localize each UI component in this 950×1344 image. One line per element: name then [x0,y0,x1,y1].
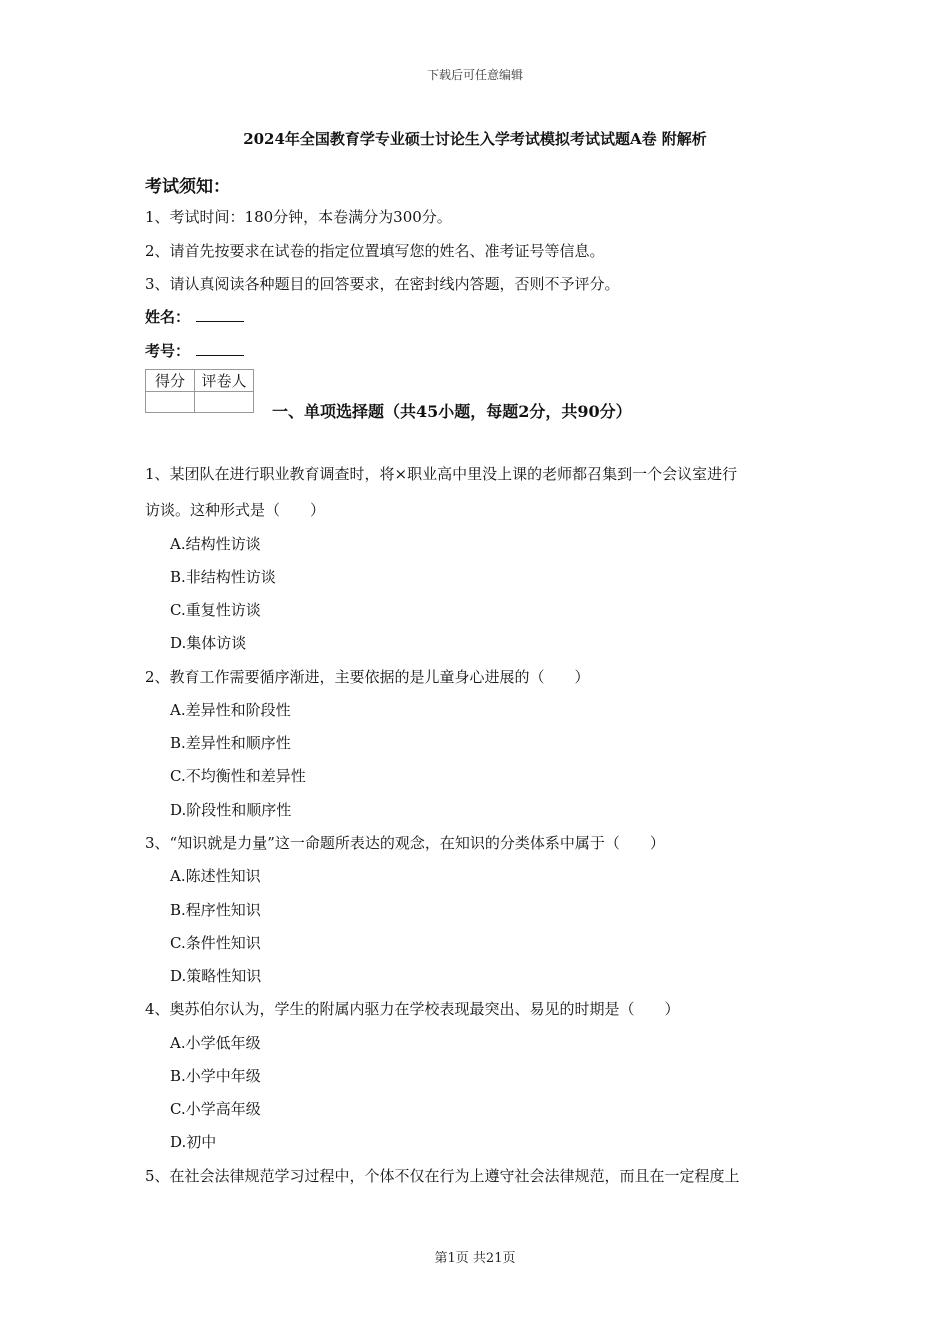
question-5-text: 5、在社会法律规范学习过程中，个体不仅在行为上遵守社会法律规范，而且在一定程度上 [145,1167,740,1185]
notice-item: 3、请认真阅读各种题目的回答要求，在密封线内答题，否则不予评分。 [145,275,620,293]
question-3-text: 3、“知识就是力量”这一命题所表达的观念，在知识的分类体系中属于（ ） [145,834,665,852]
option-3a[interactable]: A.陈述性知识 [170,867,261,885]
notice-item: 1、考试时间：180分钟，本卷满分为300分。 [145,208,452,226]
name-blank[interactable] [196,307,244,322]
header-note: 下载后可任意编辑 [426,68,523,82]
option-3d[interactable]: D.策略性知识 [170,967,262,985]
option-4c[interactable]: C.小学高年级 [170,1100,261,1118]
option-1a[interactable]: A.结构性访谈 [170,535,261,553]
document-title: 2024年全国教育学专业硕士讨论生入学考试模拟考试试题A卷 附解析 [243,130,707,148]
question-4-text: 4、奥苏伯尔认为，学生的附属内驱力在学校表现最突出、易见的时期是（ ） [145,1000,680,1018]
name-field[interactable] [145,306,244,328]
score-cell[interactable] [146,392,195,413]
notice-heading: 考试须知： [145,177,230,197]
option-1d[interactable]: D.集体访谈 [170,634,247,652]
grader-header: 评卷人 [195,370,254,392]
id-blank[interactable] [196,341,244,356]
option-3c[interactable]: C.条件性知识 [170,934,261,952]
grader-cell[interactable] [195,392,254,413]
question-2-text: 2、教育工作需要循序渐进，主要依据的是儿童身心进展的（ ） [145,668,590,686]
question-1-text: 1、某团队在进行职业教育调查时，将×职业高中里没上课的老师都召集到一个会议室进行 [145,465,738,483]
option-4a[interactable]: A.小学低年级 [170,1034,261,1052]
id-label: 考号： [145,342,191,360]
option-1b[interactable]: B.非结构性访谈 [170,568,276,586]
page-footer: 第1页 共21页 [434,1251,516,1266]
option-2c[interactable]: C.不均衡性和差异性 [170,767,306,785]
id-field[interactable] [145,340,244,362]
option-2b[interactable]: B.差异性和顺序性 [170,734,291,752]
score-header: 得分 [146,370,195,392]
section-heading: 一、单项选择题（共45小题，每题2分，共90分） [272,402,632,421]
option-3b[interactable]: B.程序性知识 [170,901,261,919]
option-2a[interactable]: A.差异性和阶段性 [170,701,291,719]
option-2d[interactable]: D.阶段性和顺序性 [170,801,292,819]
question-1-text-cont: 访谈。这种形式是（ ） [145,501,326,519]
option-4d[interactable]: D.初中 [170,1133,217,1151]
score-table [145,369,254,413]
name-label: 姓名： [145,308,191,326]
option-4b[interactable]: B.小学中年级 [170,1067,261,1085]
option-1c[interactable]: C.重复性访谈 [170,601,261,619]
notice-item: 2、请首先按要求在试卷的指定位置填写您的姓名、准考证号等信息。 [145,242,605,260]
